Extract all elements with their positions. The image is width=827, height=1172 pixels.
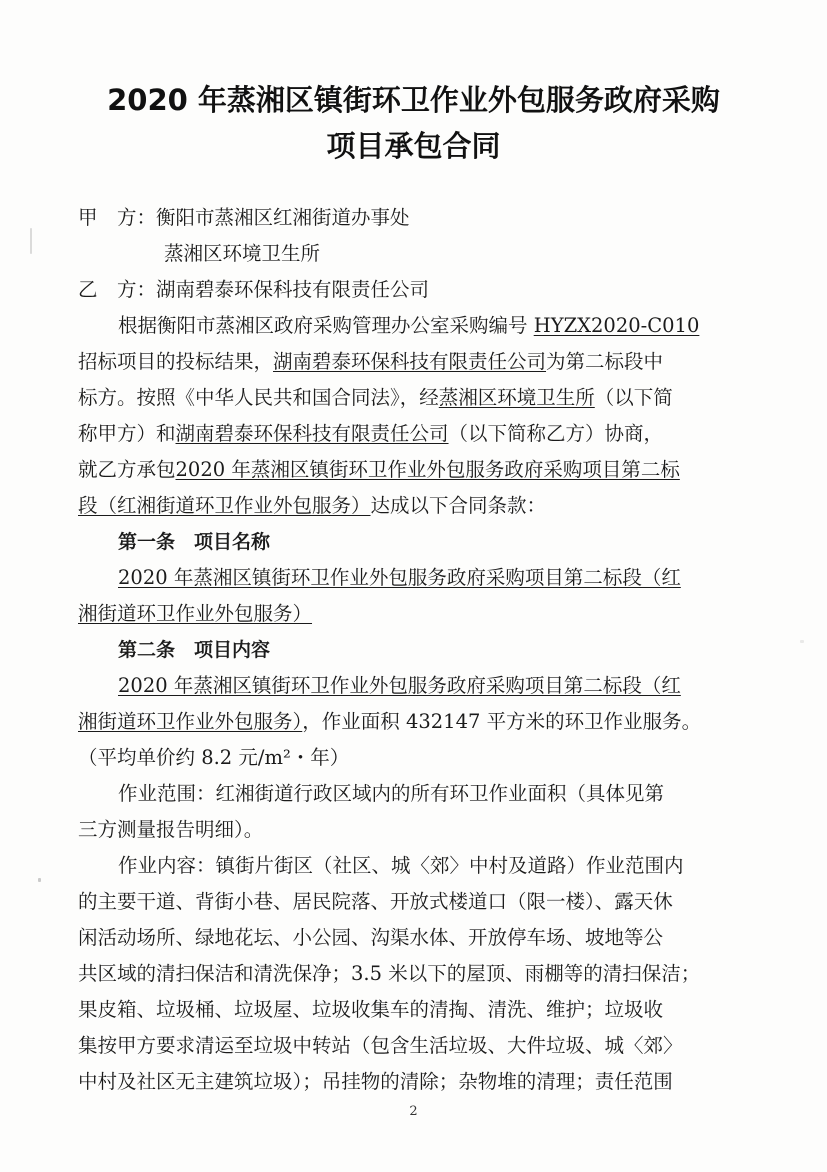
page-number: 2 (409, 1104, 418, 1119)
content-line-6: 集按甲方要求清运至垃圾中转站（包含生活垃圾、大件垃圾、城〈郊〉 (78, 1034, 683, 1057)
project-name-underlined: 2020 年蒸湘区镇街环卫作业外包服务政府采购项目第二标 (175, 458, 680, 481)
scan-speck (800, 640, 804, 643)
content-line-4: 共区域的清扫保洁和清洗保净；3.5 米以下的屋顶、雨棚等的清扫保洁； (78, 962, 701, 985)
content-line-3: 闲活动场所、绿地花坛、小公园、沟渠水体、开放停车场、坡地等公 (78, 926, 664, 949)
intro-text: 招标项目的投标结果， (78, 350, 274, 373)
scope-line-2: 三方测量报告明细）。 (78, 818, 264, 841)
article-text: ，作业面积 432147 平方米的环卫作业服务。 (302, 710, 702, 733)
content-line-7: 中村及社区无主建筑垃圾）；吊挂物的清除；杂物堆的清理；责任范围 (78, 1070, 673, 1093)
content-line-1: 作业内容：镇街片街区（社区、城〈郊〉中村及道路）作业范围内 (118, 854, 684, 877)
scope-line-1: 作业范围：红湘街道行政区域内的所有环卫作业面积（具体见第 (118, 782, 665, 805)
project-name-underlined: 湘街道环卫作业外包服务） (78, 710, 303, 733)
intro-text: 标方。按照《中华人民共和国合同法》，经 (78, 386, 439, 409)
party-a-row (78, 206, 410, 230)
party-b-name: 湖南碧泰环保科技有限责任公司 (156, 278, 430, 301)
intro-text: 达成以下合同条款： (370, 494, 547, 517)
intro-text: （以下简称乙方）协商， (448, 422, 664, 445)
scan-speck (30, 228, 32, 254)
article-1-line-1: 2020 年蒸湘区镇街环卫作业外包服务政府采购项目第二标段（红 (118, 566, 681, 589)
contract-title-line-2: 项目承包合同 (326, 129, 501, 163)
party-a-label: 甲 方： (78, 206, 157, 229)
winning-company: 湖南碧泰环保科技有限责任公司 (273, 350, 547, 373)
party-a-name-2: 蒸湘区环境卫生所 (164, 242, 321, 265)
intro-text: 为第二标段中 (546, 350, 664, 373)
article-2-heading: 第二条 项目内容 (118, 639, 271, 661)
intro-text: 就乙方承包 (78, 458, 176, 481)
intro-text: 根据衡阳市蒸湘区政府采购管理办公室采购编号 (118, 314, 534, 337)
article-1-heading: 第一条 项目名称 (118, 531, 271, 553)
content-line-5: 果皮箱、垃圾桶、垃圾屋、垃圾收集车的清掏、清洗、维护；垃圾收 (78, 998, 664, 1021)
party-b-label: 乙 方： (78, 278, 157, 301)
article-2-line-1: 2020 年蒸湘区镇街环卫作业外包服务政府采购项目第二标段（红 (118, 674, 681, 697)
intro-line-6 (78, 494, 546, 518)
party-a-underlined: 蒸湘区环境卫生所 (438, 386, 595, 409)
intro-text: 称甲方）和 (78, 422, 176, 445)
intro-line-5 (78, 458, 680, 482)
scan-speck (38, 878, 41, 882)
content-line-2: 的主要干道、背街小巷、居民院落、开放式楼道口（限一楼）、露天休 (78, 890, 673, 913)
project-name-underlined: 段（红湘街道环卫作业外包服务） (78, 494, 371, 517)
party-b-row (78, 278, 429, 302)
party-a-name-1: 衡阳市蒸湘区红湘街道办事处 (156, 206, 410, 229)
unit-price-line: （平均单价约 8.2 元/m²・年） (78, 746, 350, 769)
intro-line-1 (118, 314, 699, 338)
intro-line-2 (78, 350, 663, 374)
intro-text: （以下简 (594, 386, 673, 409)
intro-line-3 (78, 386, 673, 410)
intro-line-4 (78, 422, 663, 446)
contract-title-line-1: 2020 年蒸湘区镇街环卫作业外包服务政府采购 (107, 83, 720, 117)
party-b-underlined: 湖南碧泰环保科技有限责任公司 (175, 422, 449, 445)
procurement-number: HYZX2020-C010 (533, 314, 700, 337)
article-2-line-2 (78, 710, 701, 734)
article-1-line-2: 湘街道环卫作业外包服务） (78, 602, 313, 625)
